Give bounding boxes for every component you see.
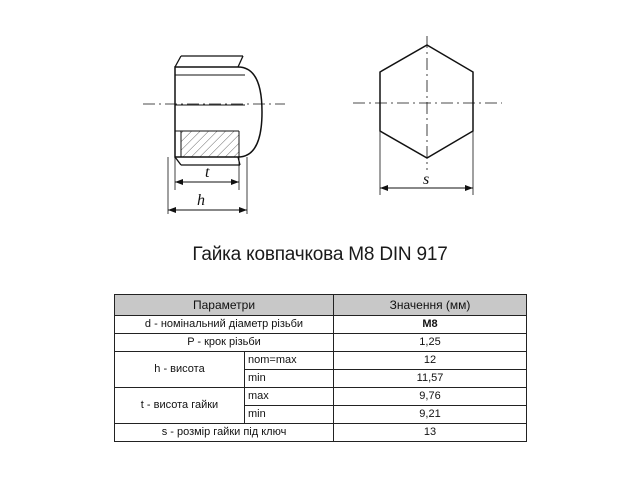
header-value: Значення (мм): [334, 295, 527, 316]
dim-label-h: h: [197, 192, 205, 209]
param-value: 12: [334, 352, 527, 370]
param-value: 13: [334, 424, 527, 442]
spec-table: [114, 294, 527, 442]
table-row: [115, 352, 527, 370]
param-sub-label: nom=max: [245, 352, 334, 370]
param-sub-label: min: [245, 406, 334, 424]
param-value: 1,25: [334, 334, 527, 352]
table-row: [115, 388, 527, 406]
param-label: d - номінальний діаметр різьби: [115, 316, 334, 334]
technical-drawing: [0, 0, 640, 230]
param-label: s - розмір гайки під ключ: [115, 424, 334, 442]
param-value: 9,21: [334, 406, 527, 424]
param-value: M8: [334, 316, 527, 334]
table-row: [115, 316, 527, 334]
thread-hatch: [181, 131, 239, 157]
side-view: [143, 56, 285, 214]
dim-label-t: t: [205, 164, 210, 181]
table-header-row: [115, 295, 527, 316]
param-value: 11,57: [334, 370, 527, 388]
param-label: h - висота: [115, 352, 245, 388]
table-row: [115, 334, 527, 352]
param-sub-label: max: [245, 388, 334, 406]
param-value: 9,76: [334, 388, 527, 406]
param-label: P - крок різьби: [115, 334, 334, 352]
page-title: Гайка ковпачкова M8 DIN 917: [192, 244, 448, 265]
param-label: t - висота гайки: [115, 388, 245, 424]
header-param: Параметри: [115, 295, 334, 316]
param-sub-label: min: [245, 370, 334, 388]
table-row: [115, 424, 527, 442]
dim-label-s: s: [423, 171, 430, 188]
